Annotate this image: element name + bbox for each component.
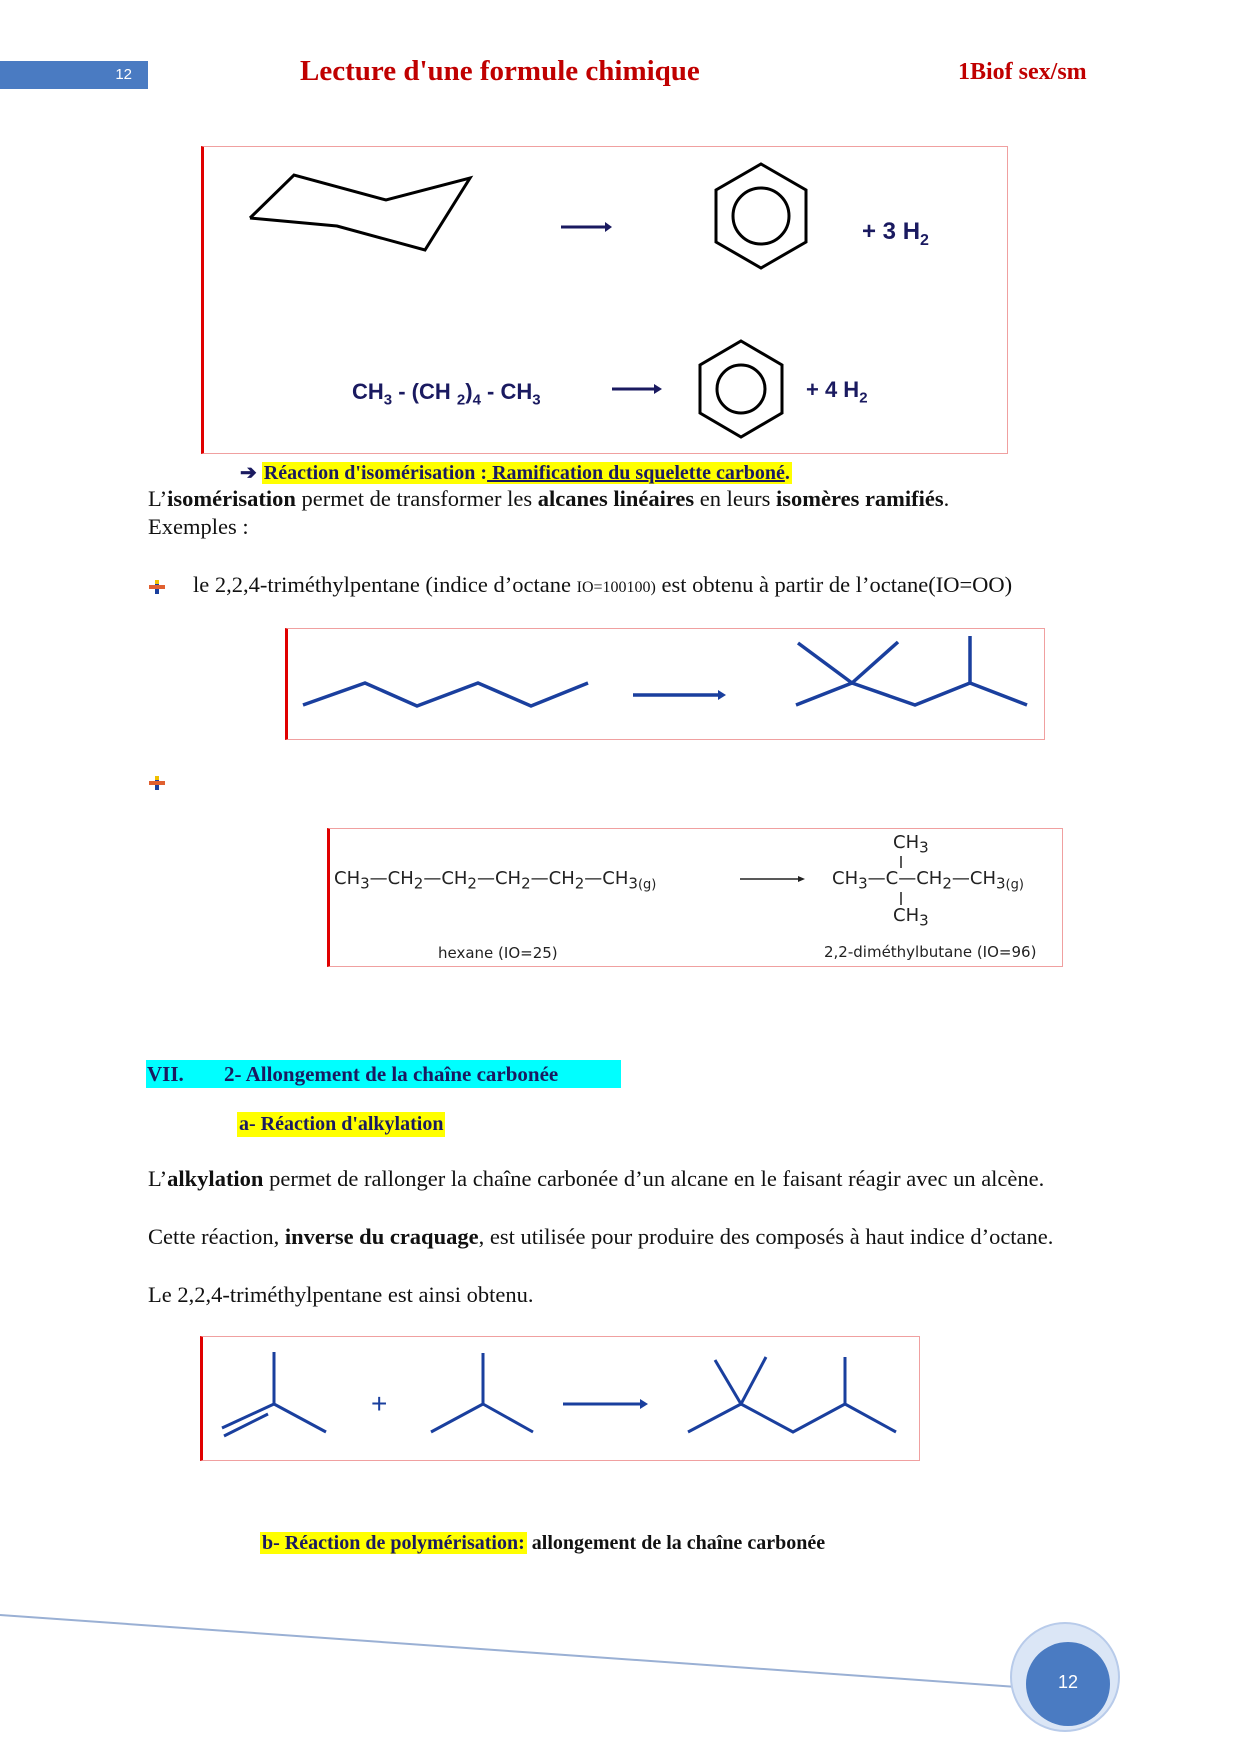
page-tab: 12 — [0, 61, 148, 89]
hexane-formula: $CH_3—CH_2—CH_2—CH_2—CH_2—CH_{3(g)}$ — [334, 868, 657, 893]
footer-page-number: 12 — [1057, 1672, 1079, 1692]
alkylation-paragraph-1: L’alkylation permet de rallonger la chaîne carbonée d’un alcane en le faisant réagir avec un alcène. — [148, 1166, 1045, 1191]
alkylation-paragraph-3: Le 2,2,4-triméthylpentane est ainsi obtenu. — [148, 1282, 534, 1307]
hexane-condensed-formula: $CH_3 - (CH$ $_2)_4 - CH_3$ — [352, 379, 541, 409]
dimethylbutane-main-chain: $CH_3—C—CH_2—CH_{3(g)}$ — [832, 868, 1024, 893]
dimethylbutane-caption: 2,2-diméthylbutane (IO=96) — [824, 943, 1037, 961]
dimethylbutane-bottom-methyl: $CH_3$ — [893, 905, 929, 930]
h2-product-top: + 3 $H_2$ — [862, 218, 929, 249]
heading-underlined: Ramification du squelette carboné — [487, 462, 785, 484]
isomerisation-paragraph: L’isomérisation permet de transformer les alcanes linéaires en leurs isomères ramifiés. — [148, 486, 950, 511]
dimethylbutane-top-methyl: $CH_3$ — [893, 832, 929, 857]
h2-product-bottom: + 4 $H_2$ — [806, 377, 868, 407]
section-heading: VII. 2- Allongement de la chaîne carbonée — [146, 1060, 621, 1088]
hexane-caption: hexane (IO=25) — [438, 944, 558, 962]
subsection-a-heading: a- Réaction d'alkylation — [239, 1113, 444, 1135]
subsection-b-heading: b- Réaction de polymérisation: allongement de la chaîne carbonée — [262, 1532, 826, 1554]
alkylation-paragraph-2: Cette réaction, inverse du craquage, est utilisée pour produire des composés à haut indice d’octane. — [148, 1224, 1054, 1249]
class-label: 1Biof sex/sm — [958, 59, 1087, 85]
plus-sign: + — [371, 1388, 388, 1419]
page-title: Lecture d'une formule chimique — [300, 55, 700, 87]
bullet-text-1: le 2,2,4-triméthylpentane (indice d’octane IO=100100) est obtenu à partir de l’octane(IO=OO) — [193, 572, 1013, 597]
arrow-bullet: ➔ — [240, 462, 257, 484]
isomerisation-heading: ➔ Réaction d'isomérisation : Ramification du squelette carboné. — [240, 462, 790, 484]
examples-label: Exemples : — [148, 514, 249, 539]
